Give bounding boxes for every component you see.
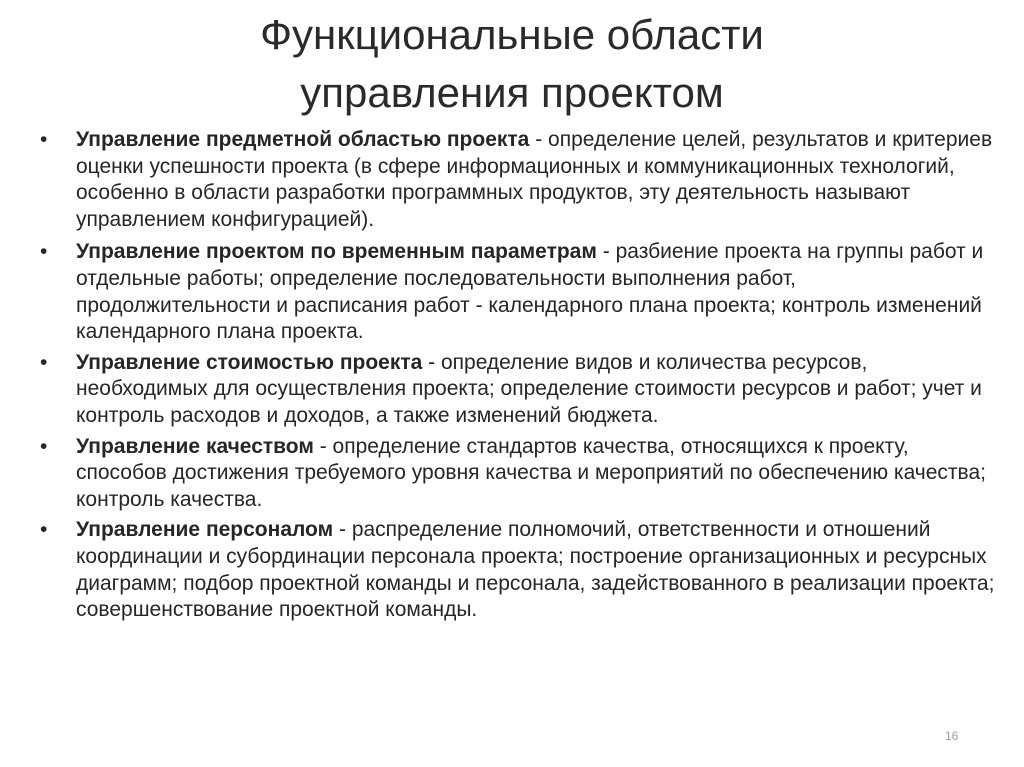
bullet-dot-icon: • xyxy=(40,434,48,458)
bullet-item xyxy=(36,239,996,345)
slide-title-line-2: управления проектом xyxy=(300,69,724,116)
bullet-term: Управление стоимостью проекта xyxy=(76,350,423,374)
bullet-term: Управление персоналом xyxy=(76,518,334,542)
slide-title-line-1: Функциональные области xyxy=(260,11,764,58)
bullet-item xyxy=(36,127,996,233)
bullet-term: Управление предметной областью проекта xyxy=(76,128,530,151)
bullet-dot-icon: • xyxy=(40,240,48,264)
page-number: 16 xyxy=(945,729,959,743)
bullet-item xyxy=(36,517,996,623)
bullet-dot-icon: • xyxy=(40,350,48,374)
bullet-term: Управление проектом по временным параметрам xyxy=(76,240,597,264)
bullet-item xyxy=(36,350,996,430)
slide-title xyxy=(0,6,1024,122)
bullet-text: - определение видов и количества ресурсов, необходимых для осуществления проекта; определение стоимости ресурсов и работ; учет и контроль расходов и доходов, а также изменений бюджета. xyxy=(76,350,982,427)
bullet-list xyxy=(36,127,996,628)
bullet-item xyxy=(36,434,996,514)
bullet-text: - распределение полномочий, ответственности и отношений координации и субординации персонала проекта; построение организационных и ресурсных диаграмм; подбор проектной команды и персонала, задействованного в реализации проекта; совершенствование проектной команды. xyxy=(76,518,995,622)
bullet-dot-icon: • xyxy=(40,128,48,151)
bullet-text: - разбиение проекта на группы работ и отдельные работы; определение последовательности выполнения работ, продолжительности и расписания работ - календарного плана проекта; контроль изменений календарного плана проекта. xyxy=(76,240,984,344)
bullet-dot-icon: • xyxy=(40,518,48,542)
bullet-text: - определение стандартов качества, относящихся к проекту, способов достижения требуемого уровня качества и мероприятий по обеспечению качества; контроль качества. xyxy=(76,434,986,511)
bullet-term: Управление качеством xyxy=(76,434,314,458)
bullet-text: - определение целей, результатов и критериев оценки успешности проекта (в сфере информационных и коммуникационных технологий, особенно в области разработки программных продуктов, эту деятельность называют управлением конфигурацией). xyxy=(76,128,993,231)
